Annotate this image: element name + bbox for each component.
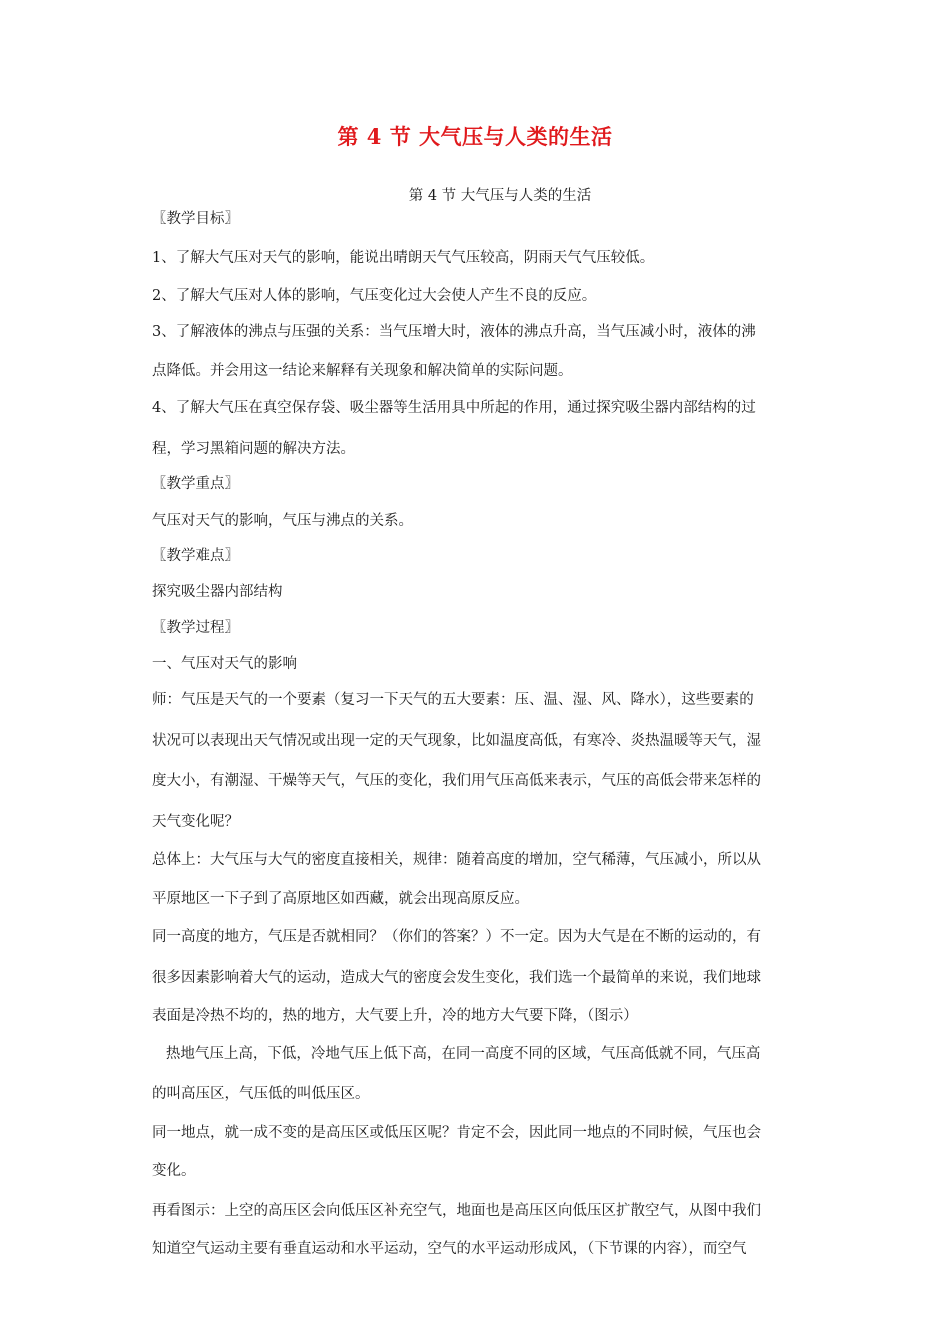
paragraph-line: 变化。 xyxy=(152,1163,196,1179)
paragraph-line: 很多因素影响着大气的运动，造成大气的密度会发生变化，我们选一个最简单的来说，我们地球 xyxy=(152,970,761,986)
heading-teaching-goals: 〖教学目标〗 xyxy=(152,211,239,227)
paragraph-line: 的叫高压区，气压低的叫低压区。 xyxy=(152,1086,370,1102)
paragraph-line: 点降低。并会用这一结论来解释有关现象和解决简单的实际问题。 xyxy=(152,363,573,379)
paragraph-line: 热地气压上高，下低，冷地气压上低下高，在同一高度不同的区域，气压高低就不同，气压高 xyxy=(152,1046,761,1062)
paragraph-line: 状况可以表现出天气情况或出现一定的天气现象，比如温度高低，有寒冷、炎热温暖等天气，湿 xyxy=(152,733,761,749)
paragraph-line: 知道空气运动主要有垂直运动和水平运动，空气的水平运动形成风，（下节课的内容），而空气 xyxy=(152,1241,747,1257)
paragraph-line: 4、了解大气压在真空保存袋、吸尘器等生活用具中所起的作用，通过探究吸尘器内部结构的过 xyxy=(152,400,756,416)
page-title: 第 4 节 大气压与人类的生活 xyxy=(337,124,613,149)
paragraph-line: 再看图示：上空的高压区会向低压区补充空气，地面也是高压区向低压区扩散空气，从图中我们 xyxy=(152,1203,761,1219)
paragraph-line: 同一高度的地方，气压是否就相同？（你们的答案？）不一定。因为大气是在不断的运动的，有 xyxy=(152,929,761,945)
paragraph-line: 师：气压是天气的一个要素（复习一下天气的五大要素：压、温、湿、风、降水），这些要素的 xyxy=(152,692,754,708)
paragraph-line: 天气变化呢？ xyxy=(152,814,239,830)
paragraph-line: 度大小，有潮湿、干燥等天气，气压的变化，我们用气压高低来表示，气压的高低会带来怎样的 xyxy=(152,773,761,789)
paragraph-line: 同一地点，就一成不变的是高压区或低压区呢？肯定不会，因此同一地点的不同时候，气压也会 xyxy=(152,1125,761,1141)
section-subtitle: 第 4 节 大气压与人类的生活 xyxy=(408,188,592,204)
paragraph-line: 3、了解液体的沸点与压强的关系：当气压增大时，液体的沸点升高，当气压减小时，液体的沸 xyxy=(152,324,756,340)
paragraph-line: 表面是冷热不均的，热的地方，大气要上升，冷的地方大气要下降，（图示） xyxy=(152,1008,638,1024)
paragraph-line: 探究吸尘器内部结构 xyxy=(152,584,283,600)
paragraph-line: 平原地区一下子到了高原地区如西藏，就会出现高原反应。 xyxy=(152,891,529,907)
heading-teaching-process: 〖教学过程〗 xyxy=(152,620,239,636)
paragraph-line: 2、了解大气压对人体的影响，气压变化过大会使人产生不良的反应。 xyxy=(152,288,597,304)
paragraph-line: 气压对天气的影响，气压与沸点的关系。 xyxy=(152,513,413,529)
section-heading: 一、气压对天气的影响 xyxy=(152,656,297,672)
paragraph-line: 1、了解大气压对天气的影响，能说出晴朗天气气压较高，阴雨天气气压较低。 xyxy=(152,250,655,266)
paragraph-line: 程，学习黑箱问题的解决方法。 xyxy=(152,441,355,457)
heading-difficulties: 〖教学难点〗 xyxy=(152,548,239,564)
heading-key-points: 〖教学重点〗 xyxy=(152,476,239,492)
paragraph-line: 总体上：大气压与大气的密度直接相关，规律：随着高度的增加，空气稀薄，气压减小，所以从 xyxy=(152,852,761,868)
